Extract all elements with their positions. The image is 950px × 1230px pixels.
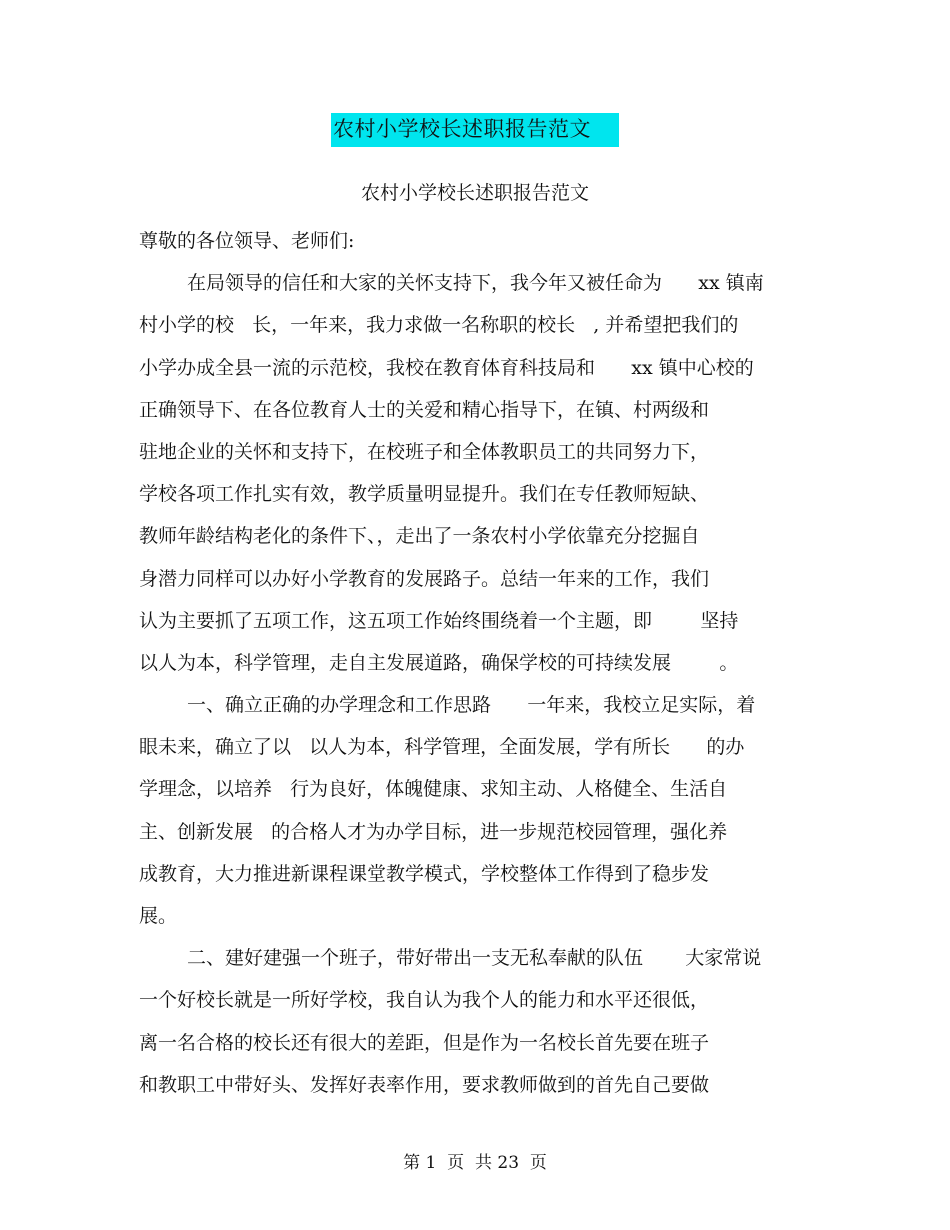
paragraph-line: 主、创新发展 的合格人才为办学目标，进一步规范校园管理，强化养 (139, 820, 728, 843)
paragraph-line: 眼未来，确立了以 以人为本，科学管理，全面发展，学有所长 的办 (139, 736, 745, 759)
paragraph-line: 和教职工中带好头、发挥好表率作用，要求教师做到的首先自己要做 (139, 1073, 710, 1096)
paragraph-line: 教师年龄结构老化的条件下、，走出了一条农村小学依靠充分挖掘自 (139, 525, 700, 548)
section-heading-line: 二、建好建强一个班子，带好带出一支无私奉献的队伍 大家常说 (187, 947, 762, 970)
paragraph-line: 在局领导的信任和大家的关怀支持下，我今年又被任命为 xx 镇南 (187, 272, 764, 295)
page-footer: 第 1 页 共 23 页 (403, 1153, 547, 1173)
paragraph-line: 小学办成全县一流的示范校，我校在教育体育科技局和 xx 镇中心校的 (139, 356, 754, 379)
body-text (139, 220, 819, 1106)
paragraph-line: 正确领导下、在各位教育人士的关爱和精心指导下，在镇、村两级和 (139, 398, 710, 421)
title-container (0, 113, 950, 147)
paragraph-line: 成教育，大力推进新课程课堂教学模式，学校整体工作得到了稳步发 (139, 862, 710, 885)
section-heading-line: 一、确立正确的办学理念和工作思路 一年来，我校立足实际，着 (187, 694, 756, 717)
document-title: 农村小学校长述职报告范文 (331, 113, 619, 147)
paragraph-line: 一个好校长就是一所好学校，我自认为我个人的能力和水平还很低， (139, 989, 710, 1012)
paragraph-line: 认为主要抓了五项工作，这五项工作始终围绕着一个主题，即 坚持 (139, 609, 739, 632)
paragraph-line: 村小学的校 长，一年来，我力求做一名称职的校长 , 并希望把我们的 (139, 314, 739, 337)
document-subtitle: 农村小学校长述职报告范文 (360, 182, 589, 204)
greeting-line: 尊敬的各位领导、老师们: (139, 230, 355, 252)
paragraph-line: 学校各项工作扎实有效，教学质量明显提升。我们在专任教师短缺、 (139, 483, 710, 506)
paragraph-line: 以人为本，科学管理，走自主发展道路，确保学校的可持续发展 。 (139, 651, 739, 674)
paragraph-line: 身潜力同样可以办好小学教育的发展路子。总结一年来的工作，我们 (139, 567, 710, 590)
paragraph-line: 离一名合格的校长还有很大的差距，但是作为一名校长首先要在班子 (139, 1031, 710, 1054)
paragraph-line: 展。 (139, 905, 178, 927)
paragraph-line: 学理念，以培养 行为良好，体魄健康、求知主动、人格健全、生活自 (139, 778, 728, 801)
paragraph-line: 驻地企业的关怀和支持下，在校班子和全体教职员工的共同努力下， (139, 440, 710, 463)
